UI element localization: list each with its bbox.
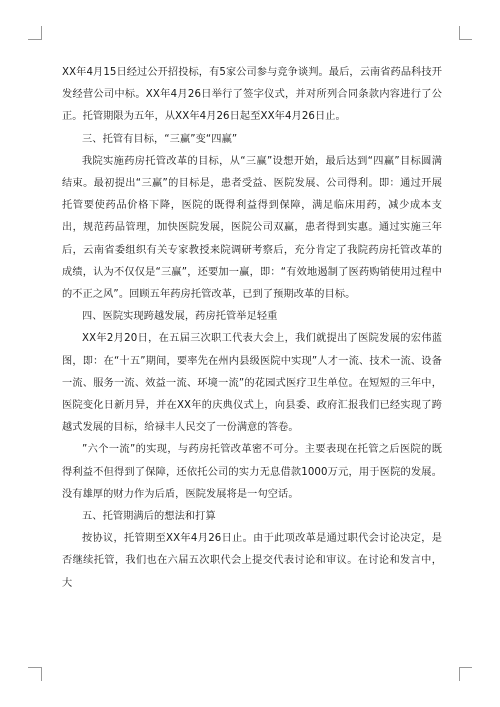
- paragraph-goals: 我院实施药房托管改革的目标，从“三赢”设想开始，最后达到“四赢”目标圆满结束。最初提出“三赢”的目标是，患者受益、医院发展、公司得利。即：通过开展托管要使药品价格下降，医院的既得利益得到保障，满足临床用药，减少成本支出，规范药品管理，加快医院发展，医院公司双赢，患者得到实惠。通过实施三年后，云南省委组织有关专家教授来院调研考察后，充分肯定了我院药房托管改革的成绩，认为不仅仅是“三赢”，还要加一赢，即：“有效地遏制了医药购销使用过程中的不正之风”。回顾五年药房托管改革，已到了预期改革的目标。: [62, 155, 442, 301]
- crop-mark-top-right-v: [459, 26, 460, 40]
- paragraph-development-plan: XX年2月20日，在五届三次职工代表大会上，我们就提出了医院发展的宏伟蓝图，即：在“十五”期间，要率先在州内县级医院中实现”人才一流、技术一流、设备一流、服务一流、效益一流、环境一流”的花园式医疗卫生单位。在短短的三年中，医院变化日新月异，并在XX年的庆典仪式上，向县委、政府汇报我们已经实现了跨越式发展的目标，给禄丰人民交了一份满意的答卷。: [62, 333, 442, 434]
- document-body: [62, 62, 442, 595]
- section-heading-5: 五、托管期满后的想法和打算: [82, 511, 216, 523]
- section-heading-3: 三、托管有目标，“三赢”变“四赢”: [82, 133, 238, 145]
- crop-mark-bottom-right-v: [459, 667, 460, 681]
- paragraph-six-first-class: ”六个一流”的实现，与药房托管改革密不可分。主要表现在托管之后医院的既得利益不但得到了保障，还依托公司的实力无息借款1000万元，用于医院的发展。没有雄厚的财力作为后盾，医院发展将是一句空话。: [62, 444, 442, 500]
- crop-mark-bottom-right-h: [459, 667, 472, 668]
- paragraph-continuation: XX年4月15日经过公开招投标，有5家公司参与竞争谈判。最后，云南省药品科技开发经营公司中标。XX年4月26日举行了签字仪式，并对所列合同条款内容进行了公正。托管期限为五年，从XX年4月26日起至XX年4月26日止。: [62, 67, 442, 123]
- crop-mark-top-left-v: [41, 26, 42, 40]
- crop-mark-bottom-left-v: [41, 667, 42, 681]
- section-heading-4: 四、医院实现跨越发展，药房托管举足轻重: [82, 311, 278, 323]
- crop-mark-top-left-h: [28, 39, 41, 40]
- paragraph-agreement: 按协议，托管期至XX年4月26日止。由于此项改革是通过职代会讨论决定，是否继续托管，我们也在六届五次职代会上提交代表讨论和审议。在讨论和发言中，大: [62, 533, 442, 589]
- crop-mark-bottom-left-h: [28, 667, 41, 668]
- crop-mark-top-right-h: [459, 39, 472, 40]
